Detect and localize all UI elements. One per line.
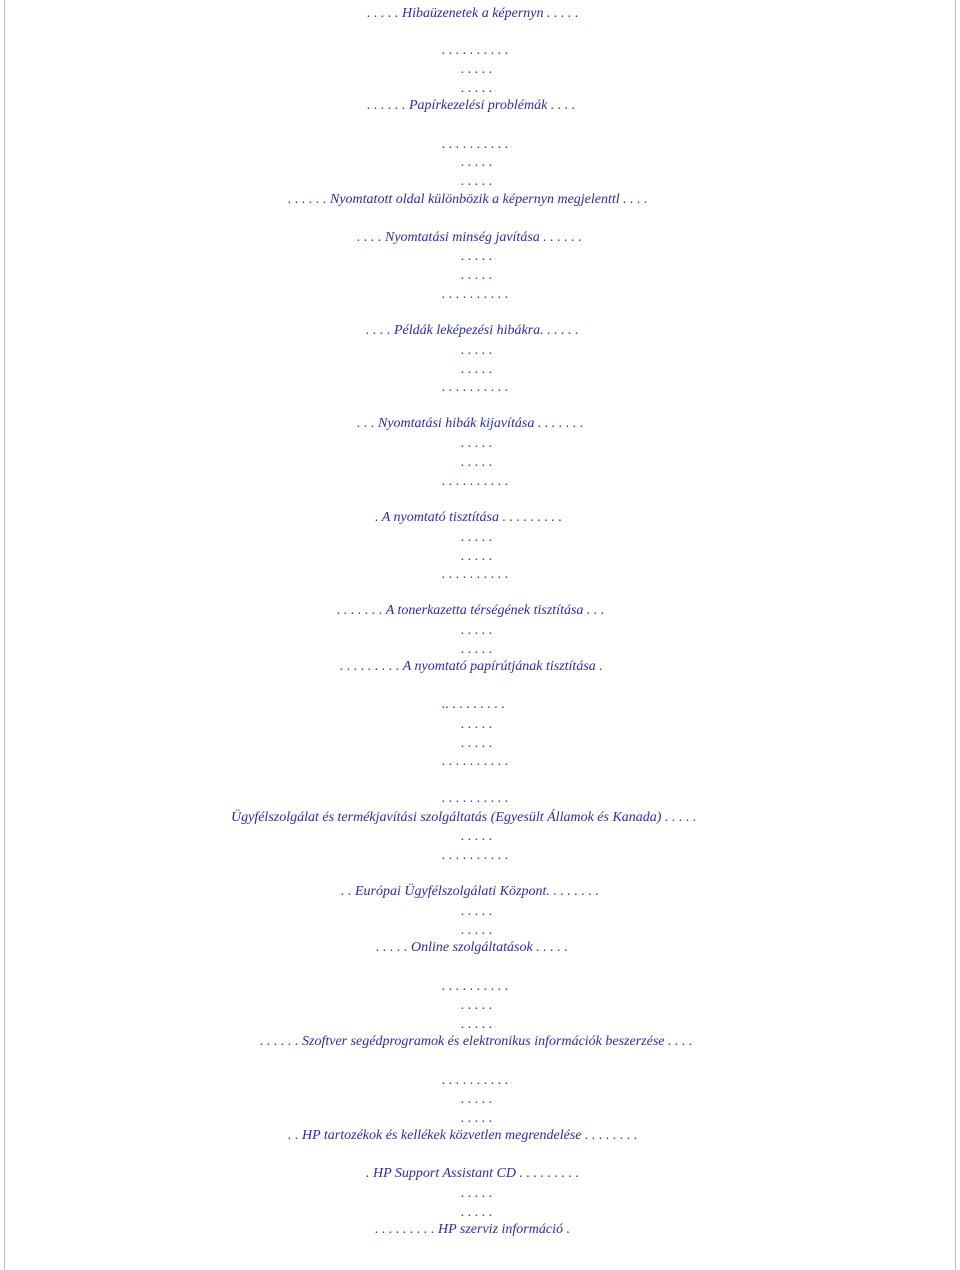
page-left-border — [4, 0, 5, 1270]
toc-dots: . . . . . — [461, 436, 493, 451]
toc-entry-nyomtatott-oldal[interactable]: . . . . . . Nyomtatott oldal különbözik a képernyn megjelenttl . . . . — [288, 192, 648, 207]
toc-dots: . . . . . — [461, 736, 493, 751]
toc-dots: . . . . . — [461, 829, 493, 844]
toc-dots: . . . . . — [461, 1017, 493, 1032]
toc-dots: . . . . . — [461, 1186, 493, 1201]
toc-dots: . . . . . — [461, 174, 493, 189]
toc-dots: . . . . . — [461, 923, 493, 938]
toc-entry-papirut-tisztitasa[interactable]: . . . . . . . . . A nyomtató papírútjának tisztítása . — [340, 659, 603, 674]
toc-entry-nyomtatasi-minoseg[interactable]: . . . . Nyomtatási minség javítása . . . . . . — [357, 230, 582, 245]
toc-entry-papirkezelesi-problemak[interactable]: . . . . . . Papírkezelési problémák . . . . — [367, 98, 576, 113]
toc-dots: . . . . . — [461, 1205, 493, 1220]
toc-dots: . . . . . . . . . . — [442, 848, 509, 863]
toc-dots: . . . . . — [461, 1092, 493, 1107]
toc-dots: . . . . . — [461, 81, 493, 96]
toc-dots: . . . . . . . . . . — [442, 754, 509, 769]
toc-dots: . . . . . — [461, 998, 493, 1013]
toc-dots: . . . . . — [461, 62, 493, 77]
toc-entry-hp-szerviz-informacio[interactable]: . . . . . . . . . HP szerviz információ . — [375, 1222, 570, 1237]
toc-dots: . . . . . — [461, 1111, 493, 1126]
toc-dots: . . . . . — [461, 549, 493, 564]
toc-dots: .. . . . . . . . . — [442, 697, 505, 712]
toc-entry-nyomtato-tisztitasa[interactable]: . A nyomtató tisztítása . . . . . . . . . — [375, 510, 562, 525]
toc-entry-szoftver-segedprogramok[interactable]: . . . . . . Szoftver segédprogramok és elektronikus információk beszerzése . . . . — [260, 1034, 693, 1049]
toc-dots: . . . . . — [461, 249, 493, 264]
toc-dots: . . . . . . . . . . — [442, 287, 509, 302]
toc-dots: . . . . . . . . . . — [442, 791, 509, 806]
toc-entry-online-szolgaltatasok[interactable]: . . . . . Online szolgáltatások . . . . . — [376, 940, 568, 955]
toc-dots: . . . . . . . . . . — [442, 474, 509, 489]
page-right-border — [955, 0, 956, 1270]
toc-dots: . . . . . . . . . . — [442, 380, 509, 395]
toc-entry-hibauzenetek[interactable]: . . . . . Hibaüzenetek a képernyn . . . . . — [367, 6, 579, 21]
toc-dots: . . . . . . . . . . — [442, 979, 509, 994]
toc-entry-nyomtatasi-hibak-kijavitasa[interactable]: . . . Nyomtatási hibák kijavítása . . . . . . . — [357, 416, 584, 431]
toc-dots: . . . . . — [461, 623, 493, 638]
toc-dots: . . . . . . . . . . — [442, 567, 509, 582]
toc-entry-europai-ugyfelszolgalat[interactable]: . . Európai Ügyfélszolgálati Központ. . . . . . . . — [341, 884, 599, 899]
toc-entry-peldak-lekepezesi-hibakra[interactable]: . . . . Példák leképezési hibákra. . . . . . — [366, 323, 579, 338]
toc-dots: . . . . . — [461, 155, 493, 170]
toc-dots: . . . . . — [461, 717, 493, 732]
toc-dots: . . . . . — [461, 362, 493, 377]
toc-entry-hp-support-assistant[interactable]: . HP Support Assistant CD . . . . . . . . . — [366, 1166, 580, 1181]
toc-dots: . . . . . — [461, 904, 493, 919]
toc-dots: . . . . . — [461, 343, 493, 358]
toc-dots: . . . . . — [461, 455, 493, 470]
toc-dots: . . . . . . . . . . — [442, 1073, 509, 1088]
toc-dots: . . . . . — [461, 642, 493, 657]
toc-dots: . . . . . . . . . . — [442, 43, 509, 58]
toc-dots: . . . . . . . . . . — [442, 137, 509, 152]
toc-entry-tonerkazetta-tisztitasa[interactable]: . . . . . . . A tonerkazetta térségének tisztítása . . . — [337, 603, 605, 618]
toc-entry-ugyfelszolgalat-usa-kanada[interactable]: Ügyfélszolgálat és termékjavítási szolgáltatás (Egyesült Államok és Kanada) . . . . . — [231, 810, 697, 825]
toc-dots: . . . . . — [461, 530, 493, 545]
toc-entry-hp-tartozekok[interactable]: . . HP tartozékok és kellékek közvetlen megrendelése . . . . . . . . — [288, 1128, 638, 1143]
toc-dots: . . . . . — [461, 268, 493, 283]
